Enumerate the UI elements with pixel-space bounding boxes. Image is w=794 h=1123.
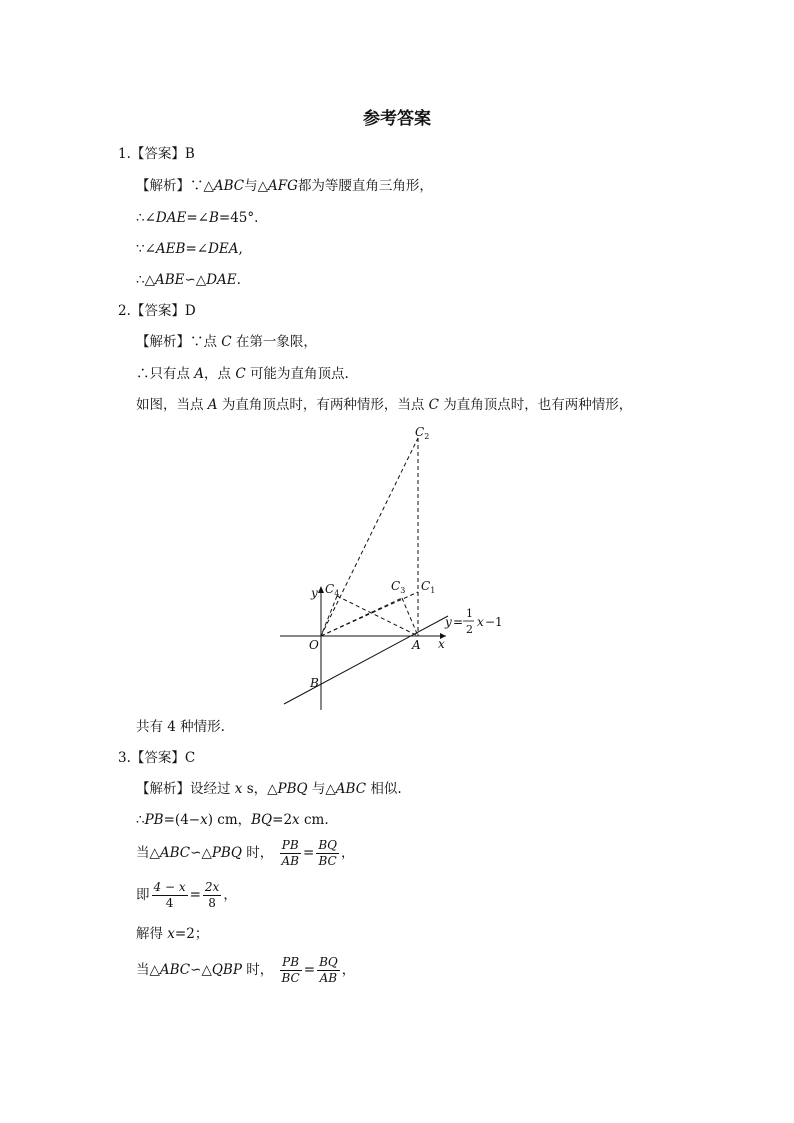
text: 设经过	[190, 781, 235, 797]
q3-solution-line-3	[136, 838, 354, 869]
text: 时，	[241, 845, 274, 861]
numerator: BQ	[319, 955, 338, 969]
q3-answer-tag: 【答案】	[130, 750, 185, 766]
text: 如图，当点	[136, 397, 208, 413]
triangle-name: AFG	[268, 178, 298, 194]
label-c3: $C_3$	[391, 579, 406, 595]
text: =2；	[174, 926, 209, 942]
q1-solution-line-4	[136, 271, 241, 289]
label-origin: O	[309, 638, 319, 652]
line-equation	[444, 607, 503, 636]
denominator: BC	[281, 971, 300, 985]
q1-solution-tag: 【解析】	[136, 178, 190, 194]
text: ∽△	[190, 845, 212, 861]
label-b: B	[310, 676, 319, 690]
label-y-axis: y	[311, 586, 318, 600]
q2-solution-line-4: 共有 4 种情形.	[136, 719, 225, 735]
text: 与△	[244, 178, 269, 194]
angle-name: DAE	[155, 210, 187, 226]
dashed-o-c3	[321, 598, 402, 636]
q2-number: 2.	[118, 303, 131, 319]
variable: x	[292, 812, 300, 828]
denominator: AB	[319, 971, 338, 985]
text: 可能为直角顶点.	[245, 366, 349, 382]
text: ，点	[204, 366, 236, 382]
q3-solution-line-1	[136, 780, 402, 798]
denominator: 8	[208, 896, 216, 910]
point-name: C	[221, 334, 232, 350]
q2-answer: D	[184, 303, 196, 319]
variable: x	[167, 926, 175, 942]
text: ∴	[136, 812, 145, 828]
text: ，	[340, 845, 355, 861]
line-y-half-x-minus-1	[284, 616, 448, 704]
triangle-name: QBP	[211, 962, 242, 978]
fraction	[280, 955, 302, 986]
text: ,	[238, 241, 243, 257]
q1-answer-line	[118, 145, 195, 163]
q3-solution-line-4	[136, 880, 237, 911]
text: =(4−	[163, 812, 201, 828]
text: ∵点	[190, 334, 222, 350]
label-x-axis: x	[438, 637, 445, 651]
point-name: A	[194, 366, 205, 382]
text: 相似.	[366, 781, 402, 797]
q3-solution-tag: 【解析】	[136, 781, 190, 797]
label-c2: $C_2$	[415, 425, 430, 441]
fraction	[203, 880, 221, 911]
q1-answer-tag: 【答案】	[130, 146, 185, 162]
eq-denominator: 2	[466, 623, 473, 636]
q3-solution-line-6	[136, 955, 355, 986]
text: =45°.	[218, 210, 259, 226]
text: s，△	[242, 781, 278, 797]
q2-solution-line-1	[136, 333, 317, 351]
triangle-name: ABC	[213, 178, 245, 194]
numerator: PB	[280, 955, 302, 971]
triangle-name: ABC	[335, 781, 367, 797]
triangle-name: ABC	[159, 845, 191, 861]
q2-solution-line-3	[136, 396, 632, 414]
numerator: 2x	[204, 880, 220, 894]
q2-solution-tag: 【解析】	[136, 334, 190, 350]
text: ∽△	[184, 272, 207, 288]
text: ∴△	[136, 272, 155, 288]
eq-numerator: 1	[466, 607, 473, 620]
denominator: BC	[318, 854, 337, 868]
fraction	[152, 880, 188, 911]
text: 为直角顶点时，也有两种情形，	[438, 397, 633, 413]
angle-name: DEA	[208, 241, 239, 257]
numerator: BQ	[318, 838, 337, 852]
text: 与△	[307, 781, 336, 797]
text: 当△	[136, 962, 160, 978]
triangle-name: PBQ	[277, 781, 308, 797]
equals: =	[189, 887, 201, 903]
equals: =	[303, 845, 315, 861]
q2-answer-line	[118, 302, 196, 320]
denominator: AB	[281, 854, 299, 868]
text: 解得	[136, 926, 168, 942]
text: =2	[272, 812, 293, 828]
q1-solution-line-1	[136, 177, 433, 195]
text: .	[236, 272, 241, 288]
text: 在第一象限，	[231, 334, 317, 350]
variable: x	[234, 781, 243, 797]
text: =∠	[185, 241, 209, 257]
text: ∵△	[190, 178, 214, 194]
text: =∠	[186, 210, 209, 226]
eq-x: x	[477, 615, 484, 629]
dashed-c3-a	[402, 598, 418, 636]
fraction	[280, 838, 301, 869]
angle-name: B	[208, 210, 219, 226]
q1-answer: B	[184, 146, 195, 162]
text: 都为等腰直角三角形，	[297, 178, 433, 194]
text: ∽△	[190, 962, 212, 978]
segment-name: BQ	[251, 812, 273, 828]
fraction	[316, 838, 339, 869]
label-c4: $C_4$	[325, 582, 340, 598]
label-a: A	[412, 638, 421, 652]
triangle-name: ABC	[159, 962, 191, 978]
q1-solution-line-3	[136, 240, 243, 258]
coordinate-figure	[0, 420, 794, 720]
text: ∵∠	[136, 241, 156, 257]
q1-solution-line-2	[136, 209, 258, 227]
denominator: 4	[165, 896, 174, 910]
q3-number: 3.	[118, 750, 131, 766]
triangle-name: ABE	[154, 272, 185, 288]
point-name: A	[207, 397, 218, 413]
q2-answer-tag: 【答案】	[130, 303, 185, 319]
text: ) cm，	[207, 812, 252, 828]
eq-equals: =	[453, 615, 464, 629]
dashed-c2-o	[321, 438, 418, 636]
q3-answer: C	[184, 750, 196, 766]
eq-minus-one: −1	[485, 615, 503, 629]
text: 时，	[241, 962, 274, 978]
angle-name: AEB	[155, 241, 186, 257]
fraction	[317, 955, 340, 986]
page-title: 参考答案	[363, 109, 431, 129]
triangle-name: PBQ	[211, 845, 242, 861]
label-c1: $C_1$	[421, 579, 436, 595]
numerator: PB	[280, 838, 301, 854]
variable: x	[200, 812, 208, 828]
q2-solution-line-2	[136, 365, 349, 383]
y-axis-arrow-icon	[318, 586, 324, 593]
eq-y: y	[445, 615, 452, 629]
q1-number: 1.	[118, 146, 131, 162]
text: 为直角顶点时，有两种情形，当点	[217, 397, 429, 413]
numerator: 4 − x	[153, 880, 186, 894]
equals: =	[303, 962, 316, 978]
text: ∴∠	[136, 210, 156, 226]
point-name: C	[428, 397, 439, 413]
q3-solution-line-2	[136, 811, 329, 829]
point-name: C	[235, 366, 246, 382]
segment-name: PB	[144, 812, 164, 828]
q3-answer-line	[118, 749, 195, 767]
text: 即	[136, 887, 150, 903]
text: ∴只有点	[136, 366, 195, 382]
text: cm.	[299, 812, 329, 828]
triangle-name: DAE	[206, 272, 237, 288]
text: ，	[223, 887, 237, 903]
text: ，	[341, 962, 356, 978]
q3-solution-line-5	[136, 925, 208, 943]
text: 当△	[136, 845, 160, 861]
dashed-c4-a	[337, 596, 418, 636]
